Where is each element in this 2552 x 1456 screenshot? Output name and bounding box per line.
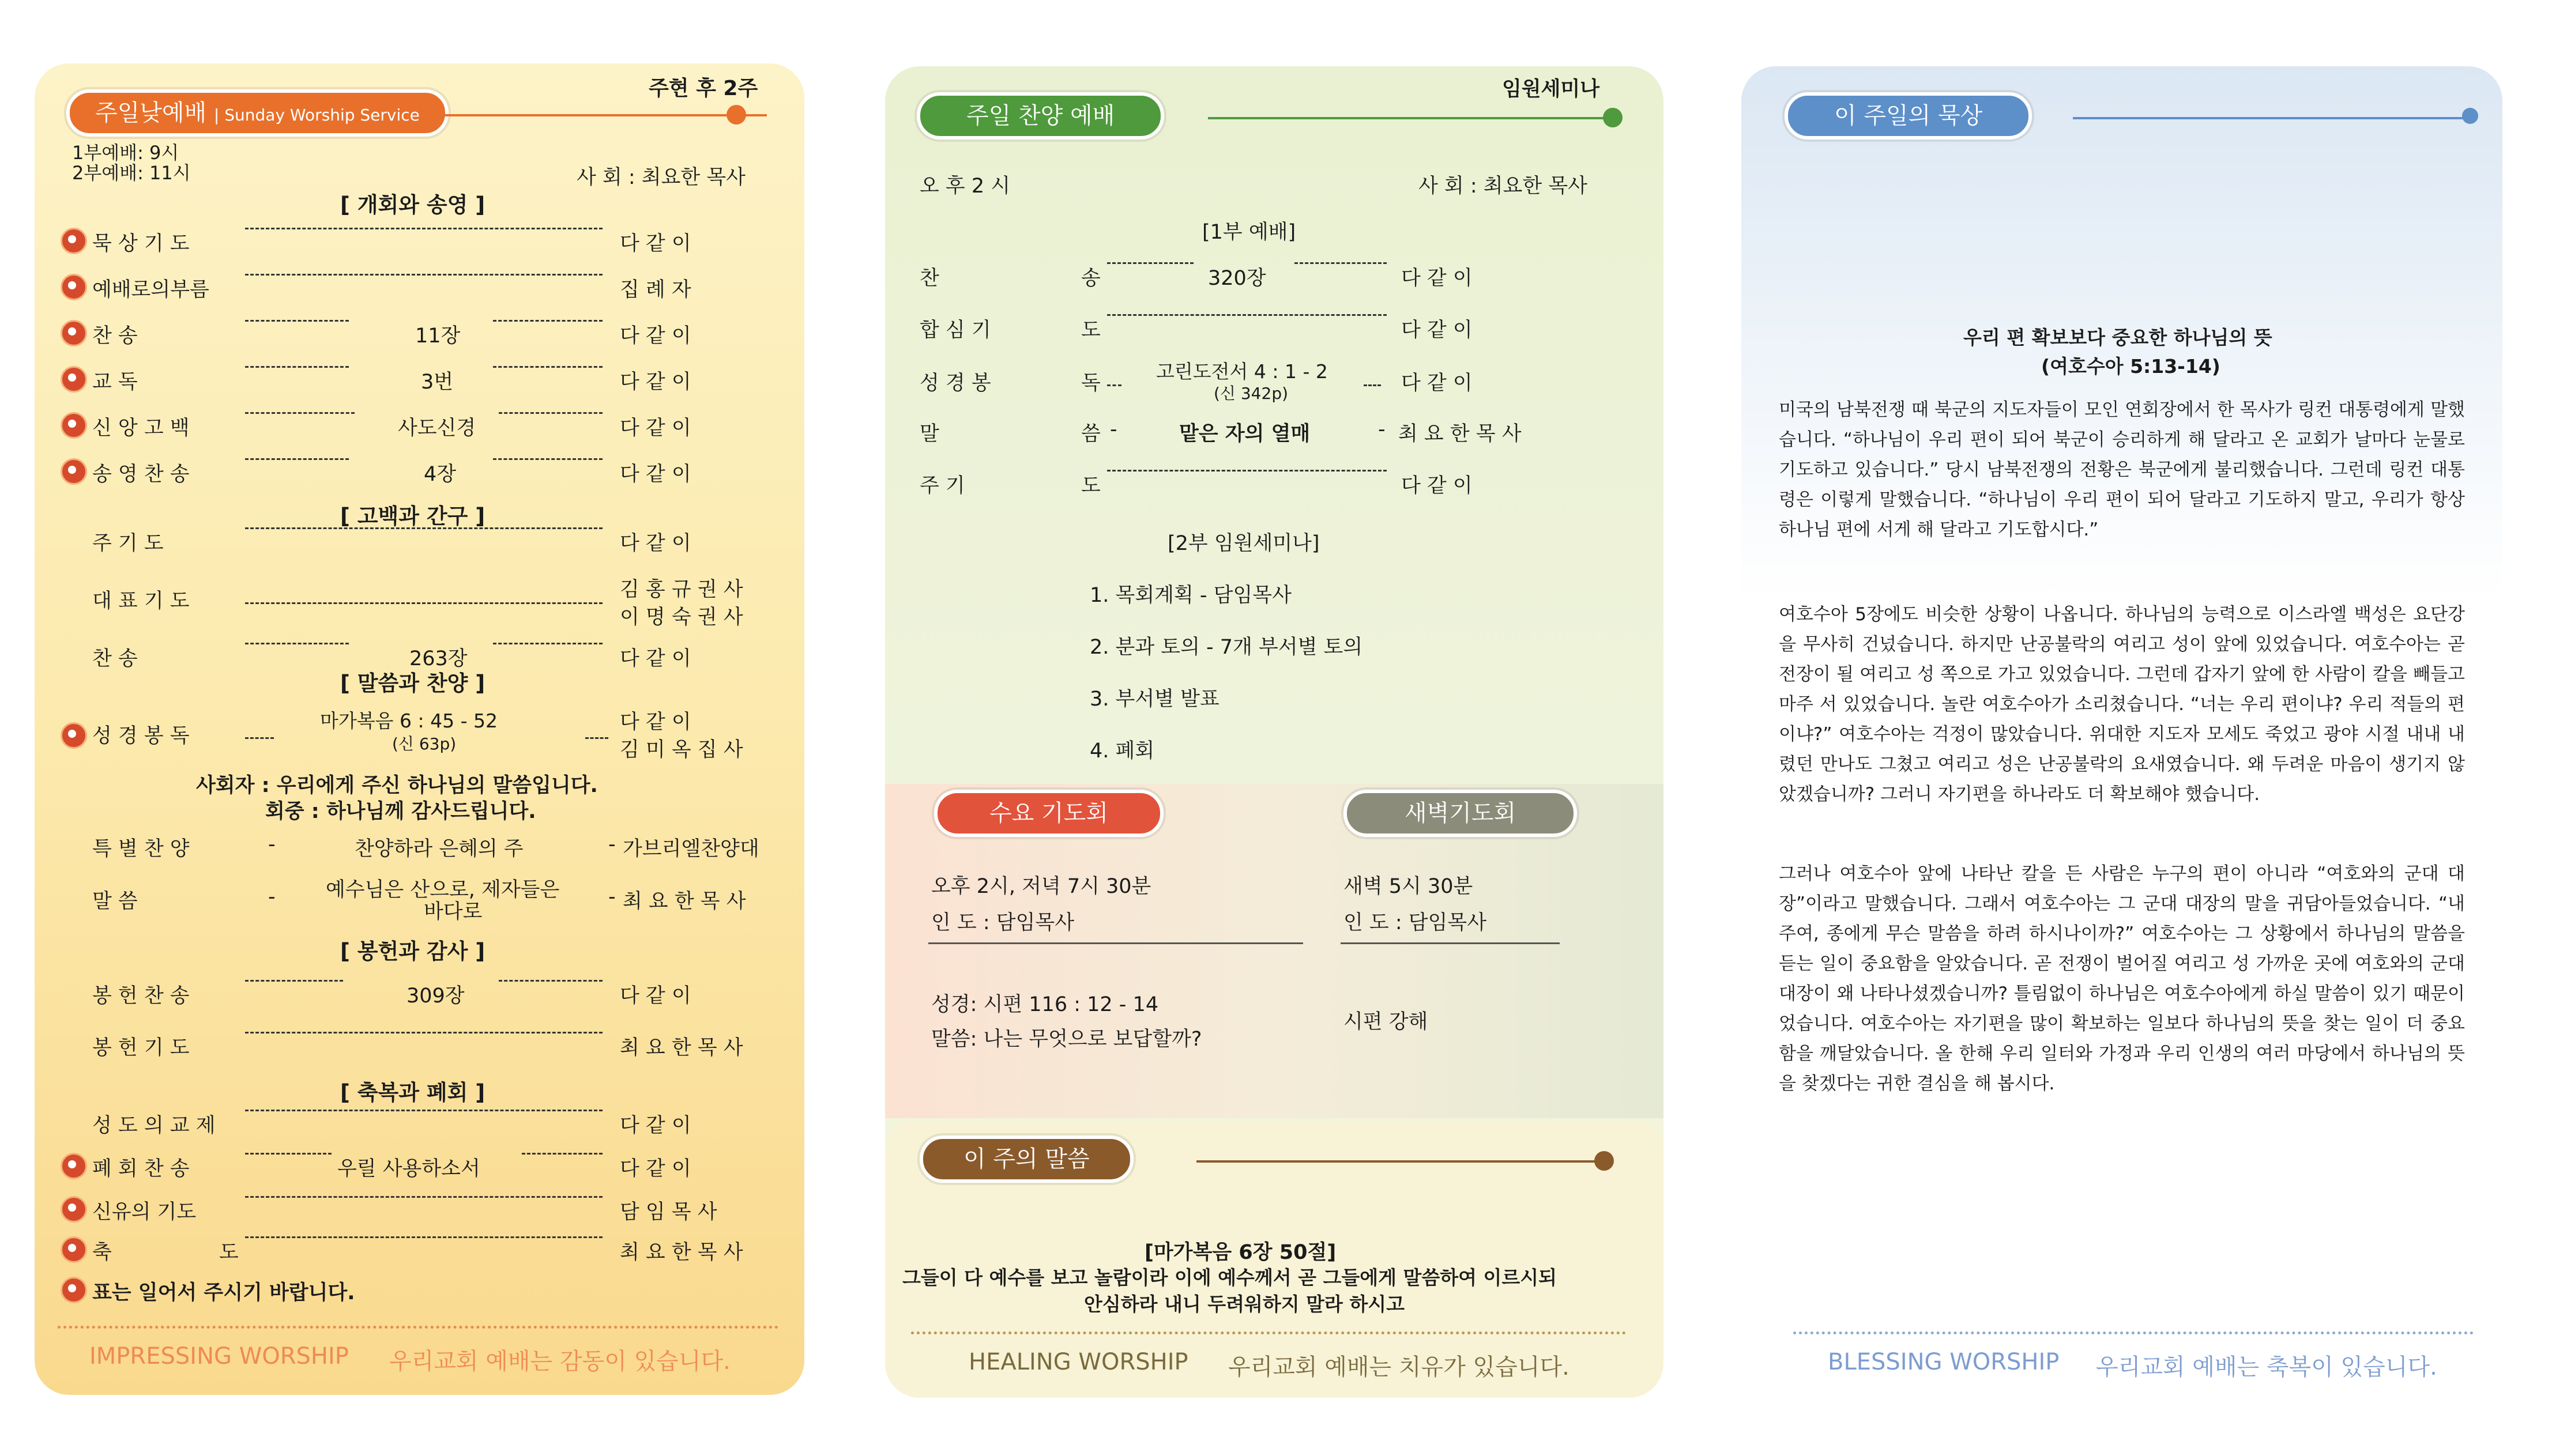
section-closing: [ 축복과 폐회 ] <box>340 1080 485 1105</box>
item-detail: 309장 <box>406 985 465 1008</box>
program-row <box>920 470 1629 504</box>
item-leader: 다 같 이 <box>620 463 691 486</box>
item-detail: 고린도전서 4 : 1 - 2 <box>1156 360 1328 383</box>
word-of-week-header <box>920 1136 1134 1183</box>
word-rule <box>1196 1160 1606 1163</box>
item-label-end: 씀 <box>1081 423 1101 446</box>
header-dot <box>1603 108 1623 127</box>
leader-dashes <box>245 1153 332 1155</box>
wednesday-prayer-title: 수요 기도회 <box>989 800 1108 827</box>
footer-korean: 우리교회 예배는 감동이 있습니다. <box>389 1348 731 1375</box>
dawn-prayer-title: 새벽기도회 <box>1405 800 1516 827</box>
leader-dashes <box>1107 384 1121 386</box>
program-row <box>920 360 1629 412</box>
leader-dashes <box>245 228 603 229</box>
item-leader: 다 같 이 <box>620 1157 691 1180</box>
leader-dashes: - <box>608 833 616 856</box>
program-row <box>61 1110 776 1144</box>
program-row <box>61 574 776 631</box>
stand-note-text: 표는 일어서 주시기 바랍니다. <box>92 1281 355 1304</box>
item-leader: 다 같 이 <box>1401 474 1473 497</box>
sunday-worship-title: 주일낮예배 <box>95 100 207 126</box>
wednesday-leader: 인 도 : 담임목사 <box>931 911 1075 934</box>
stand-icon <box>61 412 87 439</box>
item-label-end: 독 <box>1081 372 1101 395</box>
item-detail: 263장 <box>409 647 468 670</box>
leader-dashes <box>245 527 603 529</box>
service-time: 오 후 2 시 <box>920 175 1011 198</box>
program-row <box>61 1236 776 1271</box>
response-presider: 사회자 : 우리에게 주신 하나님의 말씀입니다. <box>196 774 598 797</box>
item-label: 송 영 찬 송 <box>92 463 190 486</box>
item-leader: 김 홍 규 권 사 <box>620 578 743 601</box>
item-detail: 3번 <box>421 371 454 394</box>
dawn-scripture: 시편 강해 <box>1343 1010 1428 1033</box>
leader-dashes <box>493 320 603 322</box>
footer-divider <box>1793 1331 2474 1334</box>
praise-worship-header <box>917 92 1164 139</box>
meditation-paragraph-3: 그러나 여호수아 앞에 나타난 칼을 든 사람은 누구의 편이 아니라 “여호와의 군대 대장”이라고 말했습니다. 그래서 여호수아는 그 군대 대장의 말을 귀담아들었습니다. “내 주여, 종에게 무슨 말씀을 하려 하시나이까?” 여호수아는 그 상황에서 하나님의 말씀을 듣는 일이 중요함을 알았습니다. 곧 전쟁이 벌어질 여리고 성 가까운 곳에 여호와의 군대 대장이 왜 나타나셨겠습니까? 틀림없이 하나님은 여호수아에게 하실 말씀이 있기 때문이었습니다. 여호수아는 자기편을 많이 확보하는 일보다 하나님의 뜻을 찾는 일이 더 중요함을 깨달았습니다. 올 한해 우리 일터와 가정과 우리 인생의 여러 마당에서 하나님의 뜻을 찾겠다는 귀한 결심을 해 봅시다. <box>1779 863 2465 1094</box>
item-label: 찬 송 <box>92 647 138 670</box>
leader-dashes <box>245 643 349 644</box>
item-label: 주 기 도 <box>92 532 164 555</box>
stand-icon <box>61 1153 87 1179</box>
stand-icon <box>61 1236 87 1263</box>
item-leader: 다 같 이 <box>620 711 691 734</box>
item-leader-2: 김 미 옥 집 사 <box>620 738 743 761</box>
program-row <box>61 228 776 262</box>
item-label: 교 독 <box>92 371 138 394</box>
leader-dashes <box>245 412 355 414</box>
wednesday-scripture: 성경: 시편 116 : 12 - 14 <box>931 993 1159 1016</box>
item-sermon-title: 맡은 자의 열매 <box>1179 423 1311 446</box>
item-detail: 4장 <box>424 463 457 486</box>
meditation-paragraph-1: 미국의 남북전쟁 때 북군의 지도자들이 모인 연회장에서 한 목사가 링컨 대통령에게 말했습니다. “하나님이 우리 편이 되어 북군이 승리하게 해 달라고 온 교회가 날마다 눈물로 기도하고 있습니다.” 당시 남북전쟁의 전황은 북군에게 불리했습니다. 그런데 링컨 대통령은 이렇게 말했습니다. “하나님이 우리 편이 되어 달라고 기도하지 말고, 우리가 항상 하나님 편에 서게 해 달라고 기도합시다.” <box>1779 399 2465 540</box>
leader-dashes: - <box>1378 418 1386 441</box>
footer-divider <box>58 1326 778 1329</box>
program-row <box>61 366 776 401</box>
service-time-2: 2부예배: 11시 <box>72 162 191 184</box>
stand-icon <box>61 228 87 254</box>
word-of-week-title: 이 주의 말씀 <box>963 1146 1090 1172</box>
item-label: 축 <box>92 1241 112 1264</box>
program-row <box>61 980 776 1014</box>
section-opening: [ 개회와 송영 ] <box>340 193 485 217</box>
item-label: 봉 헌 기 도 <box>92 1036 190 1059</box>
stand-icon <box>61 722 87 749</box>
leader-dashes <box>1107 470 1387 471</box>
program-row <box>61 412 776 447</box>
dawn-underline <box>1341 942 1560 944</box>
item-label: 성 도 의 교 제 <box>92 1114 216 1137</box>
item-label-end: 도 <box>1081 474 1101 497</box>
program-row <box>61 527 776 562</box>
program-row <box>61 833 776 867</box>
item-label: 말 씀 <box>92 890 138 913</box>
item-leader-2: 이 명 숙 권 사 <box>620 606 743 629</box>
item-detail: 찬양하라 은혜의 주 <box>355 838 524 861</box>
leader-dashes: - <box>608 885 616 908</box>
leader-dashes <box>1364 384 1381 386</box>
leader-dashes <box>493 366 603 368</box>
leader-dashes <box>245 1032 603 1033</box>
program-row <box>61 274 776 308</box>
item-detail: 320장 <box>1208 267 1266 290</box>
item-detail: 예수님은 산으로, 제자들은 <box>326 878 560 901</box>
word-verse-line-2: 안심하라 내니 두려워하지 말라 하시고 <box>1084 1293 1405 1315</box>
sunday-worship-header: 주일낮예배 | Sunday Worship Service <box>66 89 449 137</box>
response-congregation: 회중 : 하나님께 감사드립니다. <box>265 800 536 823</box>
wednesday-sermon: 말씀: 나는 무엇으로 보답할까? <box>931 1028 1202 1051</box>
footer-english: BLESSING WORSHIP <box>1828 1349 2060 1375</box>
item-label: 폐 회 찬 송 <box>92 1157 190 1180</box>
item-detail: 마가복음 6 : 45 - 52 <box>320 710 498 732</box>
stand-icon <box>61 366 87 393</box>
item-leader: 다 같 이 <box>620 232 691 255</box>
stand-icon <box>61 274 87 300</box>
leader-dashes <box>245 320 349 322</box>
word-verse-line-1: 그들이 다 예수를 보고 놀람이라 이에 예수께서 곧 그들에게 말씀하여 이르시되 <box>902 1266 1557 1289</box>
leader-dashes <box>245 1110 603 1111</box>
leader-dashes <box>522 1153 603 1155</box>
item-leader: 다 같 이 <box>1401 372 1473 395</box>
leader-dashes <box>1294 262 1387 264</box>
item-label: 말 <box>920 423 939 446</box>
leader-dashes <box>493 458 603 460</box>
program-row <box>61 458 776 493</box>
leader-dashes: - <box>268 833 276 856</box>
item-label: 주 기 <box>920 474 965 497</box>
footer-korean: 우리교회 예배는 치유가 있습니다. <box>1228 1354 1569 1380</box>
footer-divider <box>911 1331 1626 1334</box>
stand-icon <box>61 1196 87 1223</box>
item-label: 찬 송 <box>92 325 138 348</box>
praise-worship-title: 주일 찬양 예배 <box>966 103 1115 129</box>
program-row <box>920 262 1629 297</box>
service-time-1: 1부예배: 9시 <box>72 142 179 164</box>
program-row <box>61 1153 776 1187</box>
item-leader: 최 요 한 목 사 <box>1398 423 1522 446</box>
section-confession: [ 고백과 간구 ] <box>340 504 485 529</box>
presider: 사 회 : 최요한 목사 <box>1418 175 1587 198</box>
leader-dashes <box>245 1236 603 1238</box>
item-leader: 다 같 이 <box>620 985 691 1008</box>
item-label: 묵 상 기 도 <box>92 232 190 255</box>
meditation-panel <box>1741 66 2502 1398</box>
seminar-item: 3. 부서별 발표 <box>1090 688 1219 711</box>
item-leader: 다 같 이 <box>1401 267 1473 290</box>
item-leader: 다 같 이 <box>620 325 691 348</box>
item-leader: 최 요 한 목 사 <box>620 1241 743 1264</box>
leader-dashes <box>493 643 603 644</box>
leader-dashes <box>499 412 603 414</box>
praise-worship-panel <box>885 66 1663 1398</box>
wednesday-underline <box>928 942 1303 944</box>
stand-icon <box>61 458 87 485</box>
footer-english: HEALING WORSHIP <box>969 1349 1188 1375</box>
item-detail: 우릴 사용하소서 <box>337 1157 480 1180</box>
item-label: 합 심 기 <box>920 319 991 342</box>
dawn-time: 새벽 5시 30분 <box>1343 875 1473 898</box>
part2-heading: [2부 임원세미나] <box>1168 532 1320 555</box>
wednesday-time: 오후 2시, 저녁 7시 30분 <box>931 875 1151 898</box>
leader-dashes <box>245 366 349 368</box>
stand-note <box>61 1277 776 1311</box>
meditation-paragraph-2: 여호수아 5장에도 비슷한 상황이 나옵니다. 하나님의 능력으로 이스라엘 백성은 요단강을 무사히 건넜습니다. 하지만 난공불락의 여리고 성이 앞에 있었습니다. 여호수아는 곧 전장이 될 여리고 성 쪽으로 가고 있었습니다. 그런데 갑자기 앞에 한 사람이 칼을 빼들고 마주 서 있었습니다. 놀란 여호수아가 소리쳤습니다. “너는 우리 편이냐? 우리 적들의 편이냐?” 여호수아는 걱정이 많았습니다. 위대한 지도자 모세도 죽었고 광야 시절 내내 내렸던 만나도 그쳤고 여리고 성은 난공불락의 요새였습니다. 왜 두려운 마음이 생기지 않았겠습니까? 그러니 자기편을 하나라도 더 확보해야 했습니다. <box>1779 604 2465 805</box>
footer-korean: 우리교회 예배는 축복이 있습니다. <box>2096 1354 2437 1380</box>
item-label: 대 표 기 도 <box>92 590 190 613</box>
leader-dashes: - <box>1110 418 1117 441</box>
leader-dashes <box>245 458 349 460</box>
wednesday-prayer-header <box>934 790 1164 837</box>
leader-dashes <box>1107 314 1387 316</box>
item-label: 예배로의부름 <box>92 278 209 301</box>
meditation-reference: (여호수아 5:13-14) <box>2041 355 2220 378</box>
item-leader: 다 같 이 <box>620 1114 691 1137</box>
item-label: 성 경 봉 독 <box>92 725 190 748</box>
program-row <box>61 1032 776 1066</box>
item-detail-2: 바다로 <box>424 900 483 923</box>
program-row <box>61 876 776 928</box>
item-detail: 11장 <box>415 325 461 348</box>
item-label: 특 별 찬 양 <box>92 838 190 861</box>
item-label: 성 경 봉 <box>920 372 991 395</box>
program-row <box>61 1196 776 1231</box>
program-row <box>920 314 1629 349</box>
item-label: 신유의 기도 <box>92 1201 197 1224</box>
sunday-worship-subtitle: Sunday Worship Service <box>224 105 420 125</box>
item-leader: 가브리엘찬양대 <box>623 838 759 861</box>
header-rule <box>2073 117 2471 119</box>
stand-icon <box>61 320 87 346</box>
leader-dashes <box>245 274 603 276</box>
item-leader: 담 임 목 사 <box>620 1201 717 1224</box>
header-rule <box>427 114 767 116</box>
item-leader: 다 같 이 <box>620 532 691 555</box>
leader-dashes <box>1107 262 1194 264</box>
header-rule <box>1208 117 1612 119</box>
leader-dashes: - <box>268 885 276 908</box>
item-label-end: 도 <box>1081 319 1101 342</box>
part1-heading: [1부 예배] <box>1202 221 1296 244</box>
presider: 사 회 : 최요한 목사 <box>577 166 746 189</box>
word-dot <box>1594 1151 1614 1171</box>
item-leader: 다 같 이 <box>620 647 691 670</box>
item-leader: 최 요 한 목 사 <box>623 890 746 913</box>
item-label: 신 앙 고 백 <box>92 417 190 440</box>
section-word: [ 말씀과 찬양 ] <box>340 671 485 696</box>
leader-dashes <box>245 737 274 739</box>
seminar-tag: 임원세미나 <box>1502 78 1600 101</box>
meditation-header <box>1785 92 2032 139</box>
leader-dashes <box>585 737 608 739</box>
item-detail-page: (신 63p) <box>392 734 457 753</box>
item-leader: 다 같 이 <box>620 371 691 394</box>
program-row <box>61 320 776 354</box>
dawn-leader: 인 도 : 담임목사 <box>1343 911 1487 934</box>
item-leader: 최 요 한 목 사 <box>620 1036 743 1059</box>
word-reference: [마가복음 6장 50절] <box>1145 1241 1337 1264</box>
sunday-worship-panel <box>35 63 804 1395</box>
item-detail-page: (신 342p) <box>1214 384 1289 403</box>
item-leader: 다 같 이 <box>620 417 691 440</box>
leader-dashes <box>245 980 343 982</box>
meditation-title: 이 주일의 묵상 <box>1834 103 1983 129</box>
stand-icon <box>61 1277 87 1303</box>
item-leader: 집 례 자 <box>620 278 691 301</box>
header-dot <box>2462 108 2478 124</box>
section-offering: [ 봉헌과 감사 ] <box>340 939 485 964</box>
meditation-heading: 우리 편 확보보다 중요한 하나님의 뜻 <box>1963 326 2272 349</box>
dawn-prayer-header <box>1343 790 1577 837</box>
footer-english: IMPRESSING WORSHIP <box>89 1343 349 1370</box>
program-row <box>61 706 776 764</box>
leader-dashes <box>245 602 603 604</box>
item-label-end: 송 <box>1081 267 1101 290</box>
item-label: 봉 헌 찬 송 <box>92 985 190 1008</box>
leader-dashes <box>499 980 603 982</box>
item-detail: 사도신경 <box>398 417 476 440</box>
seminar-item: 2. 분과 토의 - 7개 부서별 토의 <box>1090 636 1363 659</box>
leader-dashes <box>245 1196 603 1198</box>
seminar-item: 1. 목회계획 - 담임목사 <box>1090 584 1292 607</box>
week-label: 주현 후 2주 <box>649 77 758 100</box>
item-leader: 다 같 이 <box>1401 319 1473 342</box>
header-dot <box>727 105 746 125</box>
item-label-end: 도 <box>219 1241 239 1264</box>
item-label: 찬 <box>920 267 939 290</box>
seminar-item: 4. 폐회 <box>1090 740 1155 763</box>
program-row <box>920 418 1629 452</box>
